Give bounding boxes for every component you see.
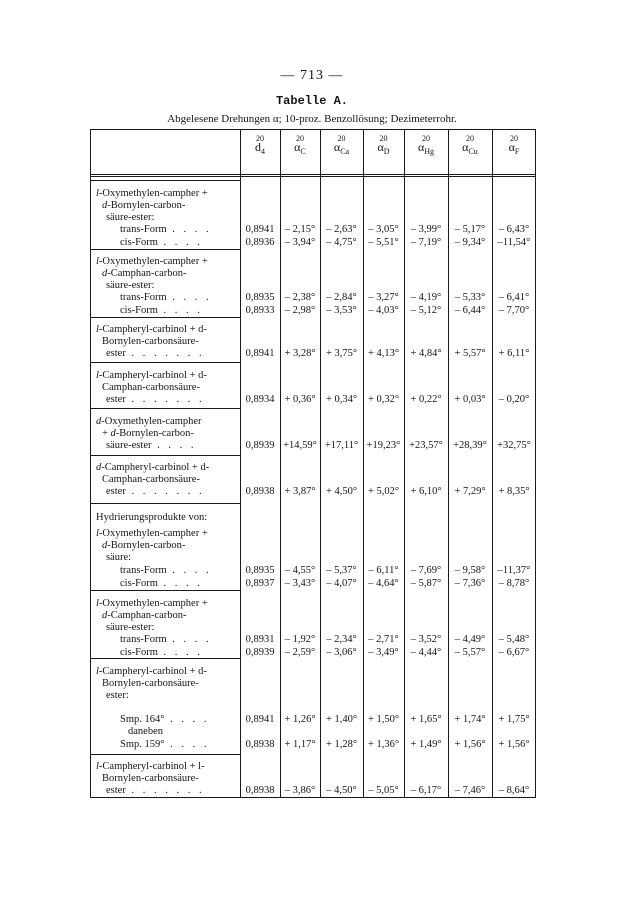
table-cell: 0,8936 bbox=[245, 237, 275, 248]
table-cell: – 4,64° bbox=[368, 578, 399, 589]
table-cell: – 3,27° bbox=[368, 292, 399, 303]
table-cell: – 5,05° bbox=[368, 785, 399, 796]
row-label-line: ester . . . . . . . bbox=[106, 394, 205, 405]
table-cell: – 2,59° bbox=[284, 647, 316, 658]
table-cell: 0,8935 bbox=[245, 565, 275, 576]
table-cell: + 3,28° bbox=[284, 348, 316, 359]
row-label-line: cis-Form . . . . bbox=[120, 578, 203, 589]
table-cell: – 4,44° bbox=[410, 647, 442, 658]
row-label-line: säure: bbox=[106, 552, 132, 563]
table-cell: – 3,94° bbox=[284, 237, 316, 248]
row-label-line: Hydrierungsprodukte von: bbox=[96, 512, 208, 523]
group-separator bbox=[90, 317, 240, 318]
table-cell: + 1,40° bbox=[325, 714, 358, 725]
column-header bbox=[240, 134, 280, 158]
table-cell: 0,8941 bbox=[245, 224, 275, 235]
header-symbol: α bbox=[462, 140, 469, 154]
table-cell: + 1,74° bbox=[454, 714, 486, 725]
table-cell: + 1,28° bbox=[325, 739, 358, 750]
table-cell: +32,75° bbox=[497, 440, 531, 451]
table-cell: – 8,78° bbox=[498, 578, 530, 589]
row-label-line: Camphan-carbonsäure- bbox=[102, 474, 200, 485]
table-cell: + 4,84° bbox=[410, 348, 442, 359]
table-cell: 0,8937 bbox=[245, 578, 275, 589]
table-cell: +28,39° bbox=[453, 440, 487, 451]
table-cell: + 3,87° bbox=[284, 486, 316, 497]
leader-dots: . . . . bbox=[164, 714, 210, 725]
table-cell: – 2,15° bbox=[284, 224, 316, 235]
header-superscript: 20 bbox=[337, 134, 346, 143]
row-label-line: l-Oxymethylen-campher + bbox=[96, 528, 208, 539]
table-cell: – 6,11° bbox=[368, 565, 399, 576]
group-separator bbox=[90, 362, 240, 363]
table-cell: – 2,84° bbox=[326, 292, 357, 303]
header-superscript: 20 bbox=[466, 134, 474, 143]
leader-dots: . . . . bbox=[157, 305, 203, 316]
leader-dots: . . . . bbox=[166, 634, 212, 645]
header-superscript: 20 bbox=[296, 134, 304, 143]
header-superscript: 20 bbox=[510, 134, 518, 143]
table-cell: + 5,57° bbox=[454, 348, 486, 359]
header-superscript: 20 bbox=[379, 134, 388, 143]
table-cell: – 4,19° bbox=[410, 292, 442, 303]
table-cell: + 5,02° bbox=[367, 486, 400, 497]
header-symbol: α bbox=[294, 140, 301, 154]
configuration-prefix: l bbox=[96, 761, 99, 772]
row-label-line: ester . . . . . . . bbox=[106, 785, 205, 796]
configuration-prefix: d bbox=[102, 200, 108, 211]
header-subscript: F bbox=[514, 147, 520, 156]
configuration-prefix: l bbox=[96, 598, 99, 609]
row-label-line: trans-Form . . . . bbox=[120, 634, 212, 645]
row-label-line: cis-Form . . . . bbox=[120, 237, 203, 248]
table-cell: 0,8939 bbox=[245, 647, 275, 658]
table-cell: + 1,65° bbox=[410, 714, 442, 725]
configuration-prefix: l bbox=[96, 528, 99, 539]
table-cell: – 9,34° bbox=[454, 237, 486, 248]
table-cell: 0,8939 bbox=[245, 440, 275, 451]
leader-dots: . . . . bbox=[166, 292, 212, 303]
leader-dots: . . . . bbox=[157, 578, 203, 589]
table-cell: – 7,46° bbox=[454, 785, 486, 796]
group-separator bbox=[90, 658, 240, 659]
row-label-line: Bornylen-carbonsäure- bbox=[102, 336, 199, 347]
table-cell: +14,59° bbox=[283, 440, 317, 451]
header-superscript: 20 bbox=[422, 134, 430, 143]
table-cell: +19,23° bbox=[366, 440, 401, 451]
table-cell: – 4,49° bbox=[454, 634, 486, 645]
table-cell: – 5,17° bbox=[454, 224, 486, 235]
header-subscript: D bbox=[383, 147, 390, 156]
header-subscript: Hg bbox=[424, 147, 435, 156]
table-cell: – 0,20° bbox=[498, 394, 530, 405]
leader-dots: . . . . bbox=[166, 565, 212, 576]
row-label-line: säure-ester: bbox=[106, 622, 155, 633]
table-caption: Abgelesene Drehungen α; 10-proz. Benzollösung; Dezimeterrohr. bbox=[167, 113, 457, 125]
table-cell: – 5,33° bbox=[454, 292, 486, 303]
row-label-line: säure-ester . . . . bbox=[106, 440, 197, 451]
group-separator bbox=[90, 455, 240, 456]
configuration-prefix: d bbox=[96, 416, 102, 427]
row-label-line: l-Oxymethylen-campher + bbox=[96, 598, 208, 609]
column-header bbox=[320, 134, 363, 158]
table-cell: – 7,69° bbox=[410, 565, 442, 576]
table-cell: – 5,37° bbox=[326, 565, 357, 576]
table-cell: + 1,56° bbox=[454, 739, 486, 750]
configuration-prefix: l bbox=[96, 256, 99, 267]
row-label-line: daneben bbox=[128, 726, 163, 737]
header-symbol: α bbox=[333, 140, 341, 154]
table-cell: 0,8938 bbox=[245, 739, 275, 750]
row-label-line: d-Oxymethylen-campher bbox=[96, 416, 202, 427]
table-cell: + 0,36° bbox=[284, 394, 316, 405]
table-cell: + 1,49° bbox=[410, 739, 442, 750]
group-separator bbox=[90, 408, 240, 409]
table-cell: – 2,98° bbox=[284, 305, 316, 316]
leader-dots: . . . . . . . bbox=[125, 486, 205, 497]
table-cell: – 6,67° bbox=[498, 647, 530, 658]
table-cell: + 0,03° bbox=[454, 394, 486, 405]
leader-dots: . . . . . . . bbox=[125, 348, 205, 359]
table-cell: – 7,19° bbox=[410, 237, 442, 248]
table-cell: – 2,38° bbox=[284, 292, 316, 303]
table-cell: 0,8933 bbox=[245, 305, 275, 316]
group-separator bbox=[90, 503, 240, 504]
table-cell: 0,8935 bbox=[245, 292, 275, 303]
leader-dots: . . . . bbox=[151, 440, 197, 451]
column-header bbox=[404, 134, 448, 158]
row-label-line: Smp. 164° . . . . bbox=[120, 714, 210, 725]
table-cell: + 6,11° bbox=[498, 348, 530, 359]
row-label-line: d-Camphan-carbon- bbox=[102, 268, 187, 279]
table-cell: – 3,05° bbox=[368, 224, 399, 235]
header-superscript: 20 bbox=[256, 134, 264, 143]
table-cell: – 3,52° bbox=[410, 634, 442, 645]
table-cell: –11,37° bbox=[497, 565, 531, 576]
group-separator bbox=[90, 590, 240, 591]
configuration-prefix: l bbox=[96, 666, 99, 677]
row-label-line: l-Oxymethylen-campher + bbox=[96, 256, 208, 267]
table-cell: +17,11° bbox=[324, 440, 359, 451]
table-cell: + 1,56° bbox=[498, 739, 530, 750]
row-label-line: l-Campheryl-carbinol + d- bbox=[96, 666, 207, 677]
table-cell: – 7,36° bbox=[454, 578, 486, 589]
table-cell: + 8,35° bbox=[498, 486, 530, 497]
table-cell: – 3,99° bbox=[410, 224, 442, 235]
header-subscript: Ca bbox=[340, 147, 350, 156]
row-label-line: + d-Bornylen-carbon- bbox=[102, 428, 194, 439]
table-title: Tabelle A. bbox=[275, 94, 348, 108]
table-cell: +23,57° bbox=[409, 440, 443, 451]
row-label-line: cis-Form . . . . bbox=[120, 305, 203, 316]
leader-dots: . . . . bbox=[164, 739, 210, 750]
table-cell: – 4,50° bbox=[326, 785, 357, 796]
table-cell: + 1,17° bbox=[284, 739, 316, 750]
table-cell: + 0,34° bbox=[325, 394, 358, 405]
table-cell: + 1,50° bbox=[367, 714, 400, 725]
table-cell: – 3,06° bbox=[326, 647, 357, 658]
table-cell: – 5,48° bbox=[498, 634, 530, 645]
configuration-prefix: d bbox=[102, 610, 108, 621]
group-separator bbox=[90, 249, 240, 250]
table-cell: – 1,92° bbox=[284, 634, 316, 645]
table-cell: – 4,03° bbox=[368, 305, 399, 316]
table-cell: + 7,29° bbox=[454, 486, 486, 497]
row-label-line: ester . . . . . . . bbox=[106, 348, 205, 359]
table-cell: + 0,22° bbox=[410, 394, 442, 405]
table-cell: – 4,07° bbox=[326, 578, 357, 589]
table-cell: – 3,43° bbox=[284, 578, 316, 589]
row-label-line: d-Bornylen-carbon- bbox=[102, 540, 186, 551]
table-cell: + 0,32° bbox=[367, 394, 400, 405]
header-rule-double bbox=[90, 176, 536, 177]
column-header bbox=[492, 134, 536, 158]
configuration-prefix: l bbox=[96, 370, 99, 381]
row-label-line: l-Campheryl-carbinol + l- bbox=[96, 761, 205, 772]
header-subscript: C bbox=[300, 147, 306, 156]
configuration-prefix: d bbox=[102, 540, 108, 551]
column-header bbox=[448, 134, 492, 158]
row-label-line: säure-ester: bbox=[106, 280, 155, 291]
table-cell: – 9,58° bbox=[454, 565, 486, 576]
table-cell: –11,54° bbox=[497, 237, 531, 248]
table-cell: – 6,43° bbox=[498, 224, 530, 235]
table-cell: – 3,86° bbox=[284, 785, 316, 796]
table-cell: – 6,44° bbox=[454, 305, 486, 316]
row-label-line: d-Bornylen-carbon- bbox=[102, 200, 186, 211]
table-cell: – 2,34° bbox=[326, 634, 357, 645]
table-cell: 0,8938 bbox=[245, 785, 275, 796]
page-number: — 713 — bbox=[280, 68, 344, 83]
configuration-prefix: d bbox=[102, 268, 108, 279]
table-cell: + 6,10° bbox=[410, 486, 442, 497]
table-cell: 0,8938 bbox=[245, 486, 275, 497]
configuration-prefix: l bbox=[96, 188, 99, 199]
header-symbol: α bbox=[377, 140, 384, 154]
row-label-line: d-Camphan-carbon- bbox=[102, 610, 187, 621]
header-subscript: Cu bbox=[468, 147, 478, 156]
table-cell: + 4,50° bbox=[325, 486, 358, 497]
table-cell: – 5,87° bbox=[410, 578, 442, 589]
leader-dots: . . . . bbox=[157, 647, 203, 658]
column-header bbox=[280, 134, 320, 158]
table-cell: + 1,26° bbox=[284, 714, 316, 725]
table-cell: + 1,36° bbox=[367, 739, 400, 750]
group-separator bbox=[90, 180, 240, 181]
table-cell: – 5,51° bbox=[368, 237, 399, 248]
table-cell: – 5,12° bbox=[410, 305, 442, 316]
row-label-line: l-Campheryl-carbinol + d- bbox=[96, 324, 207, 335]
header-symbol: α bbox=[417, 140, 425, 154]
row-label-line: trans-Form . . . . bbox=[120, 224, 212, 235]
row-label-line: ester: bbox=[106, 690, 129, 701]
table-cell: 0,8934 bbox=[245, 394, 275, 405]
leader-dots: . . . . bbox=[157, 237, 203, 248]
header-subscript: 4 bbox=[261, 147, 265, 156]
header-symbol: α bbox=[508, 140, 515, 154]
row-label-line: Camphan-carbonsäure- bbox=[102, 382, 200, 393]
row-label-line: cis-Form . . . . bbox=[120, 647, 203, 658]
configuration-prefix: l bbox=[96, 324, 99, 335]
group-separator bbox=[90, 754, 240, 755]
table-cell: – 6,41° bbox=[498, 292, 530, 303]
column-header bbox=[363, 134, 404, 158]
table-cell: – 2,63° bbox=[326, 224, 357, 235]
table-cell: – 6,17° bbox=[410, 785, 442, 796]
row-label-line: trans-Form . . . . bbox=[120, 565, 212, 576]
row-label-line: Bornylen-carbonsäure- bbox=[102, 773, 199, 784]
header-rule bbox=[90, 174, 536, 175]
table-cell: – 4,55° bbox=[284, 565, 316, 576]
configuration-prefix: d bbox=[96, 462, 102, 473]
table-cell: + 4,13° bbox=[367, 348, 400, 359]
row-label-line: d-Campheryl-carbinol + d- bbox=[96, 462, 210, 473]
header-symbol: d bbox=[255, 140, 261, 154]
table-cell: – 5,57° bbox=[454, 647, 486, 658]
configuration-prefix: d bbox=[110, 428, 116, 439]
row-label-line: säure-ester: bbox=[106, 212, 155, 223]
table-cell: + 3,75° bbox=[325, 348, 358, 359]
leader-dots: . . . . bbox=[166, 224, 212, 235]
row-label-line: trans-Form . . . . bbox=[120, 292, 212, 303]
row-label-line: ester . . . . . . . bbox=[106, 486, 205, 497]
row-label-line: l-Oxymethylen-campher + bbox=[96, 188, 208, 199]
table-cell: – 7,70° bbox=[498, 305, 530, 316]
table-cell: – 2,71° bbox=[368, 634, 399, 645]
row-label-line: Bornylen-carbonsäure- bbox=[102, 678, 199, 689]
leader-dots: . . . . . . . bbox=[125, 785, 205, 796]
table-cell: 0,8931 bbox=[245, 634, 275, 645]
table-cell: – 4,75° bbox=[326, 237, 357, 248]
row-label-line: Smp. 159° . . . . bbox=[120, 739, 210, 750]
table-cell: 0,8941 bbox=[245, 714, 275, 725]
table-cell: – 3,49° bbox=[368, 647, 399, 658]
table-cell: – 8,64° bbox=[498, 785, 530, 796]
leader-dots: . . . . . . . bbox=[125, 394, 205, 405]
table-cell: + 1,75° bbox=[498, 714, 530, 725]
table-cell: – 3,53° bbox=[326, 305, 357, 316]
table-cell: 0,8941 bbox=[245, 348, 275, 359]
row-label-line: l-Campheryl-carbinol + d- bbox=[96, 370, 207, 381]
